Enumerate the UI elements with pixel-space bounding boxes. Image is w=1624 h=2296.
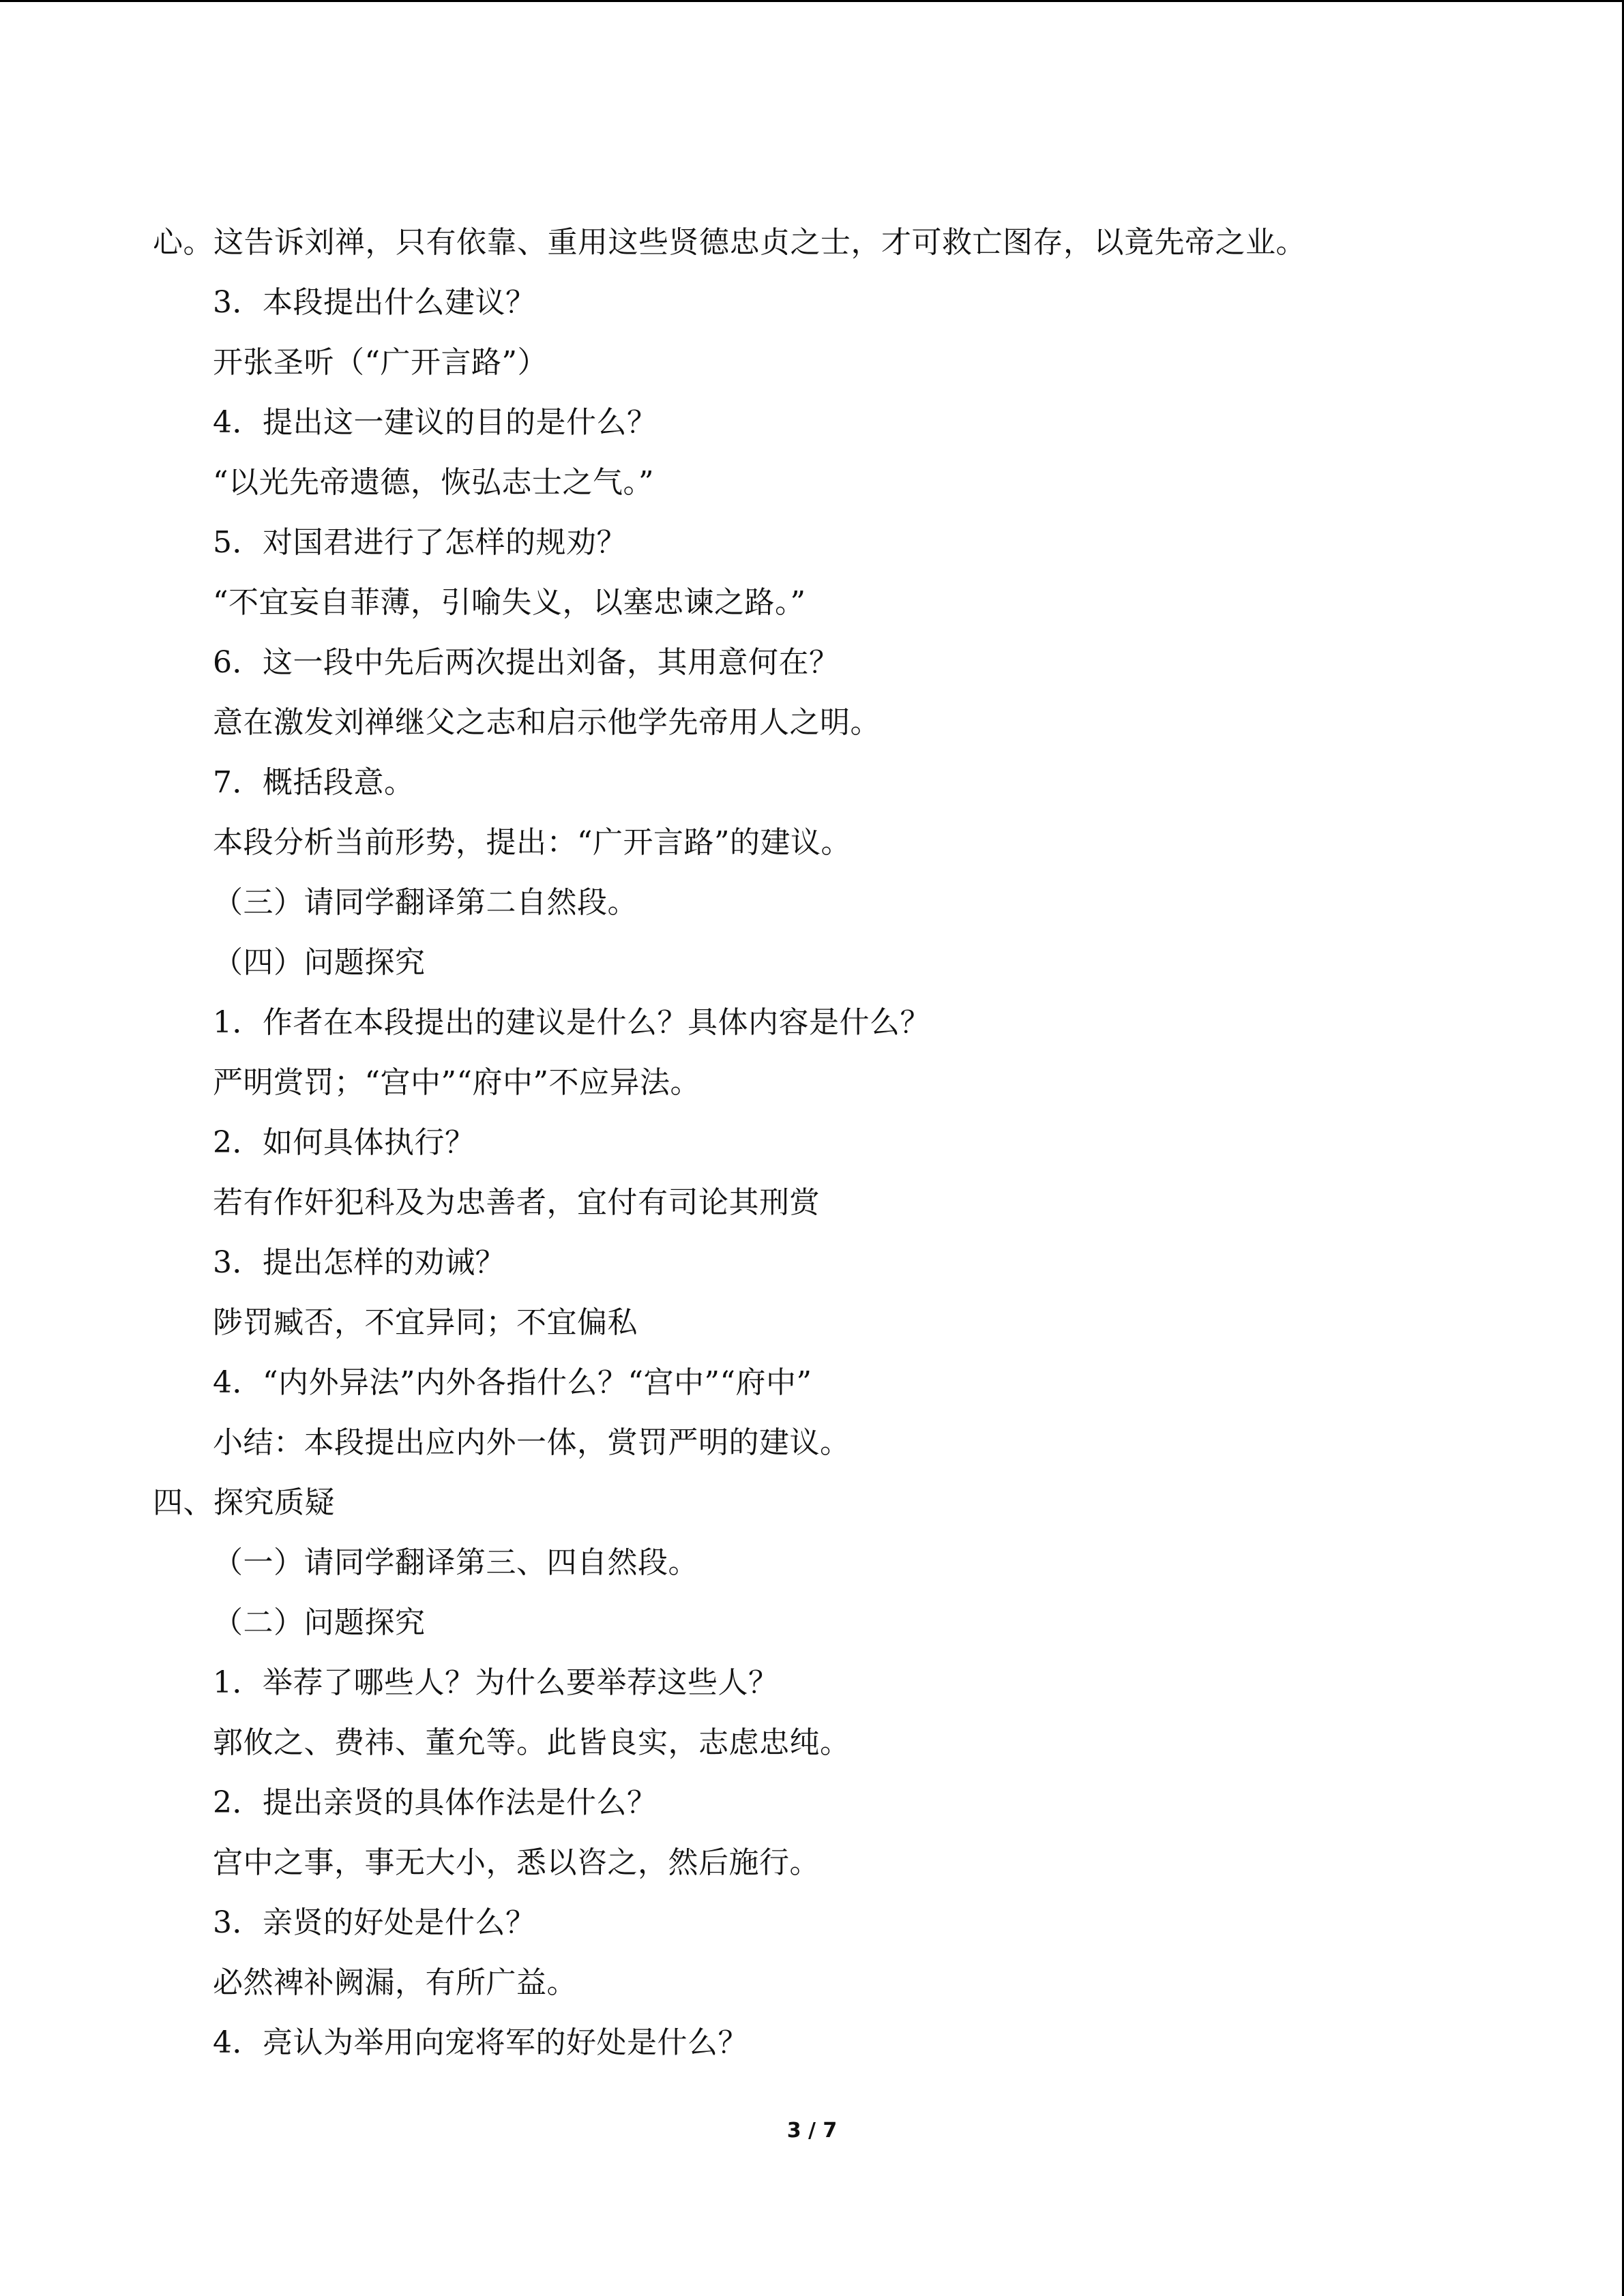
text-line: “以光先帝遗德，恢弘志士之气。”: [213, 465, 654, 500]
text-line: 严明赏罚；“宫中”“府中”不应异法。: [213, 1065, 700, 1100]
text-line: 本段分析当前形势，提出：“广开言路”的建议。: [213, 825, 851, 860]
text-line: 6．这一段中先后两次提出刘备，其用意何在？: [213, 645, 840, 680]
text-line: 必然裨补阙漏，有所广益。: [213, 1965, 577, 2000]
text-line: 宫中之事，事无大小，悉以咨之，然后施行。: [213, 1845, 820, 1880]
text-line: 4．亮认为举用向宠将军的好处是什么？: [213, 2025, 748, 2060]
text-line: （一）请同学翻译第三、四自然段。: [213, 1545, 698, 1580]
text-line: （三）请同学翻译第二自然段。: [213, 885, 638, 920]
text-line: 3．提出怎样的劝诫？: [213, 1245, 505, 1280]
text-line: 1．作者在本段提出的建议是什么？具体内容是什么？: [213, 1005, 930, 1040]
text-line: 3．本段提出什么建议？: [213, 285, 536, 320]
text-line: 2．提出亲贤的具体作法是什么？: [213, 1785, 658, 1820]
text-line: “不宜妄自菲薄，引喻失义，以塞忠谏之路。”: [213, 585, 806, 620]
text-line: 陟罚臧否，不宜异同；不宜偏私: [213, 1305, 638, 1340]
text-line: 开张圣听（“广开言路”）: [213, 345, 548, 380]
text-line: 2．如何具体执行？: [213, 1125, 475, 1160]
text-line: 7．概括段意。: [213, 765, 415, 800]
text-line: 心。这告诉刘禅，只有依靠、重用这些贤德忠贞之士，才可救亡图存，以竟先帝之业。: [153, 225, 1306, 260]
text-line: 4．“内外异法”内外各指什么？“宫中”“府中”: [213, 1365, 812, 1400]
text-line: 1．举荐了哪些人？为什么要举荐这些人？: [213, 1665, 779, 1700]
page-top-border: [0, 0, 1624, 2]
text-line: （二）问题探究: [213, 1605, 426, 1640]
text-line: 5．对国君进行了怎样的规劝？: [213, 525, 627, 560]
text-line: 小结：本段提出应内外一体，赏罚严明的建议。: [213, 1425, 851, 1460]
text-line: 意在激发刘禅继父之志和启示他学先帝用人之明。: [213, 705, 881, 740]
text-line: 四、探究质疑: [153, 1485, 335, 1520]
text-line: 若有作奸犯科及为忠善者，宜付有司论其刑赏: [213, 1185, 820, 1220]
text-line: 3．亲贤的好处是什么？: [213, 1905, 536, 1940]
text-line: 郭攸之、费祎、董允等。此皆良实，志虑忠纯。: [213, 1725, 851, 1760]
text-line: （四）问题探究: [213, 945, 426, 980]
text-line: 4．提出这一建议的目的是什么？: [213, 405, 658, 440]
page-number: 3 / 7: [786, 2119, 838, 2143]
